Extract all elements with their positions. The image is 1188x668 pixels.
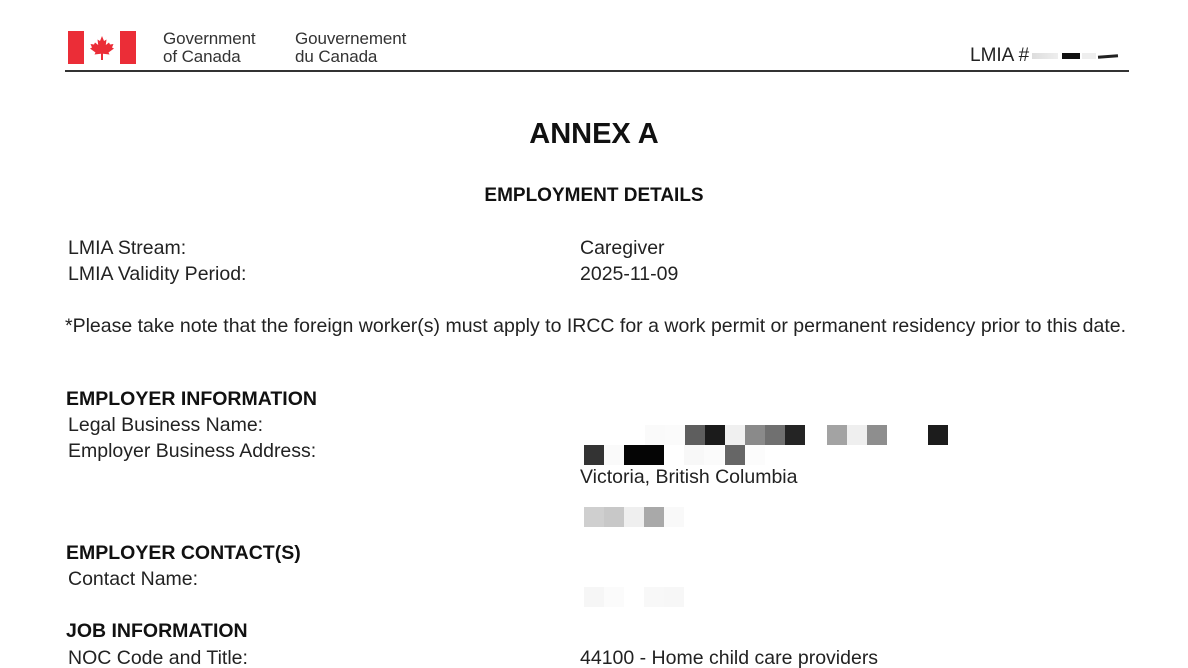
lmia-stream-value: Caregiver <box>580 237 665 259</box>
employer-address-city: Victoria, British Columbia <box>580 466 798 488</box>
document-title: ANNEX A <box>529 118 659 150</box>
redaction-mark <box>1062 53 1080 59</box>
signature-english <box>163 30 256 66</box>
signature-fr-line2: du Canada <box>295 47 378 66</box>
redaction-mark <box>1032 53 1058 59</box>
lmia-stream-label: LMIA Stream: <box>68 237 187 259</box>
redaction-mark <box>1082 53 1096 59</box>
signature-fr-line1: Gouvernement <box>295 29 407 48</box>
legal-business-name-label: Legal Business Name: <box>68 414 264 436</box>
lmia-validity-value: 2025-11-09 <box>580 263 679 285</box>
lmia-validity-label: LMIA Validity Period: <box>68 263 247 285</box>
contact-name-label: Contact Name: <box>68 568 199 590</box>
maple-leaf-icon <box>88 35 116 61</box>
validity-note: *Please take note that the foreign worker(s) must apply to IRCC for a work permit or permanent residency prior to this date. <box>65 315 1127 337</box>
lmia-number-label: LMIA # <box>970 45 1030 66</box>
noc-code-value: 44100 - Home child care providers <box>580 647 879 668</box>
header-divider <box>65 70 1129 72</box>
signature-french <box>295 30 406 66</box>
lmia-number <box>970 45 1118 67</box>
redaction-mark <box>1098 54 1118 58</box>
document-subtitle: EMPLOYMENT DETAILS <box>484 185 704 206</box>
employer-information-heading: EMPLOYER INFORMATION <box>66 388 317 410</box>
job-information-heading: JOB INFORMATION <box>66 620 248 642</box>
signature-en-line1: Government <box>163 29 256 48</box>
employer-business-address-label: Employer Business Address: <box>68 440 317 462</box>
document-header <box>0 0 1188 80</box>
noc-code-label: NOC Code and Title: <box>68 647 248 668</box>
employer-contacts-heading: EMPLOYER CONTACT(S) <box>66 542 301 564</box>
canada-flag-icon <box>68 31 136 64</box>
signature-en-line2: of Canada <box>163 47 241 66</box>
